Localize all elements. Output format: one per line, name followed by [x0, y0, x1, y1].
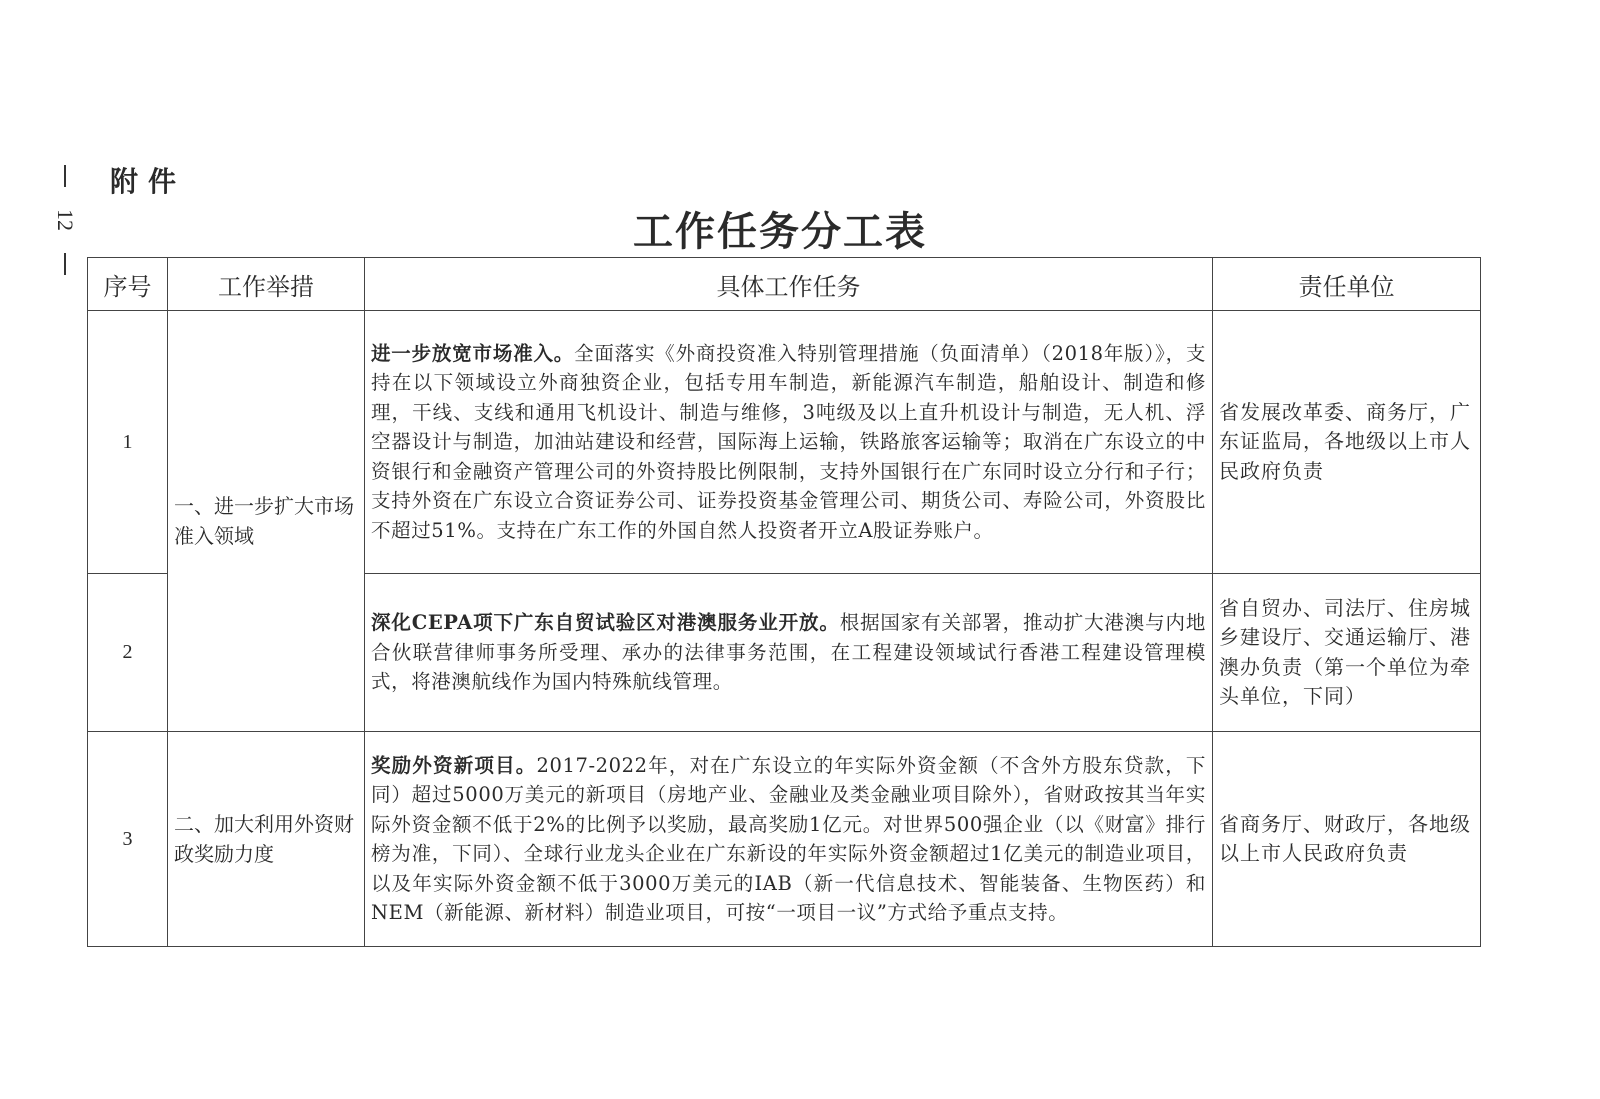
page-number-value: 12 — [53, 209, 78, 231]
unit-cell: 省发展改革委、商务厅，广东证监局，各地级以上市人民政府负责 — [1213, 311, 1481, 574]
row-seq: 2 — [88, 574, 168, 732]
page-number-dash-top — [64, 165, 66, 187]
measure-cell: 二、加大利用外资财政奖励力度 — [168, 732, 365, 947]
row-seq: 1 — [88, 311, 168, 574]
header-unit: 责任单位 — [1213, 258, 1481, 311]
unit-cell: 省自贸办、司法厅、住房城乡建设厅、交通运输厅、港澳办负责（第一个单位为牵头单位，下同） — [1213, 574, 1481, 732]
task-assignment-table — [87, 257, 1481, 947]
page-number — [50, 165, 80, 275]
task-cell — [365, 732, 1213, 947]
task-lead: 奖励外资新项目。 — [371, 753, 537, 777]
attachment-label: 附件 — [110, 165, 187, 198]
page-number-dash-bottom — [64, 253, 66, 275]
measure-cell: 一、进一步扩大市场准入领域 — [168, 311, 365, 732]
table-row — [88, 311, 1481, 574]
task-cell — [365, 574, 1213, 732]
task-lead: 进一步放宽市场准入。 — [371, 341, 575, 365]
task-body: 根据国家有关部署，推动扩大港澳与内地合伙联营律师事务所受理、承办的法律事务范围，在工程建设领域试行香港工程建设管理模式，将港澳航线作为国内特殊航线管理。 — [371, 611, 1206, 694]
table-header-row — [88, 258, 1481, 311]
task-body: 全面落实《外商投资准入特别管理措施（负面清单）（2018年版）》，支持在以下领域设立外商独资企业，包括专用车制造，新能源汽车制造，船舶设计、制造和修理，干线、支线和通用飞机设计、制造与维修，3吨级及以上直升机设计与制造，无人机、浮空器设计与制造，加油站建设和经营，国际海上运输，铁路旅客运输等；取消在广东设立的中资银行和金融资产管理公司的外资持股比例限制，支持外国银行在广东同时设立分行和子行；支持外资在广东设立合资证券公司、证券投资基金管理公司、期货公司、寿险公司，外资股比不超过51%。支持在广东工作的外国自然人投资者开立A股证券账户。 — [371, 341, 1206, 542]
task-body: 2017-2022年，对在广东设立的年实际外资金额（不含外方股东贷款，下同）超过5000万美元的新项目（房地产业、金融业及类金融业项目除外），省财政按其当年实际外资金额不低于2%的比例予以奖励，最高奖励1亿元。对世界500强企业（以《财富》排行榜为准，下同）、全球行业龙头企业在广东新设的年实际外资金额超过1亿美元的制造业项目，以及年实际外资金额不低于3000万美元的IAB（新一代信息技术、智能装备、生物医药）和NEM（新能源、新材料）制造业项目，可按“一项目一议”方式给予重点支持。 — [371, 753, 1206, 924]
table-row — [88, 732, 1481, 947]
header-measure: 工作举措 — [168, 258, 365, 311]
unit-cell: 省商务厅、财政厅，各地级以上市人民政府负责 — [1213, 732, 1481, 947]
header-task: 具体工作任务 — [365, 258, 1213, 311]
document-title: 工作任务分工表 — [633, 209, 927, 255]
row-seq: 3 — [88, 732, 168, 947]
header-seq: 序号 — [88, 258, 168, 311]
task-cell — [365, 311, 1213, 574]
task-lead: 深化CEPA项下广东自贸试验区对港澳服务业开放。 — [371, 611, 840, 635]
